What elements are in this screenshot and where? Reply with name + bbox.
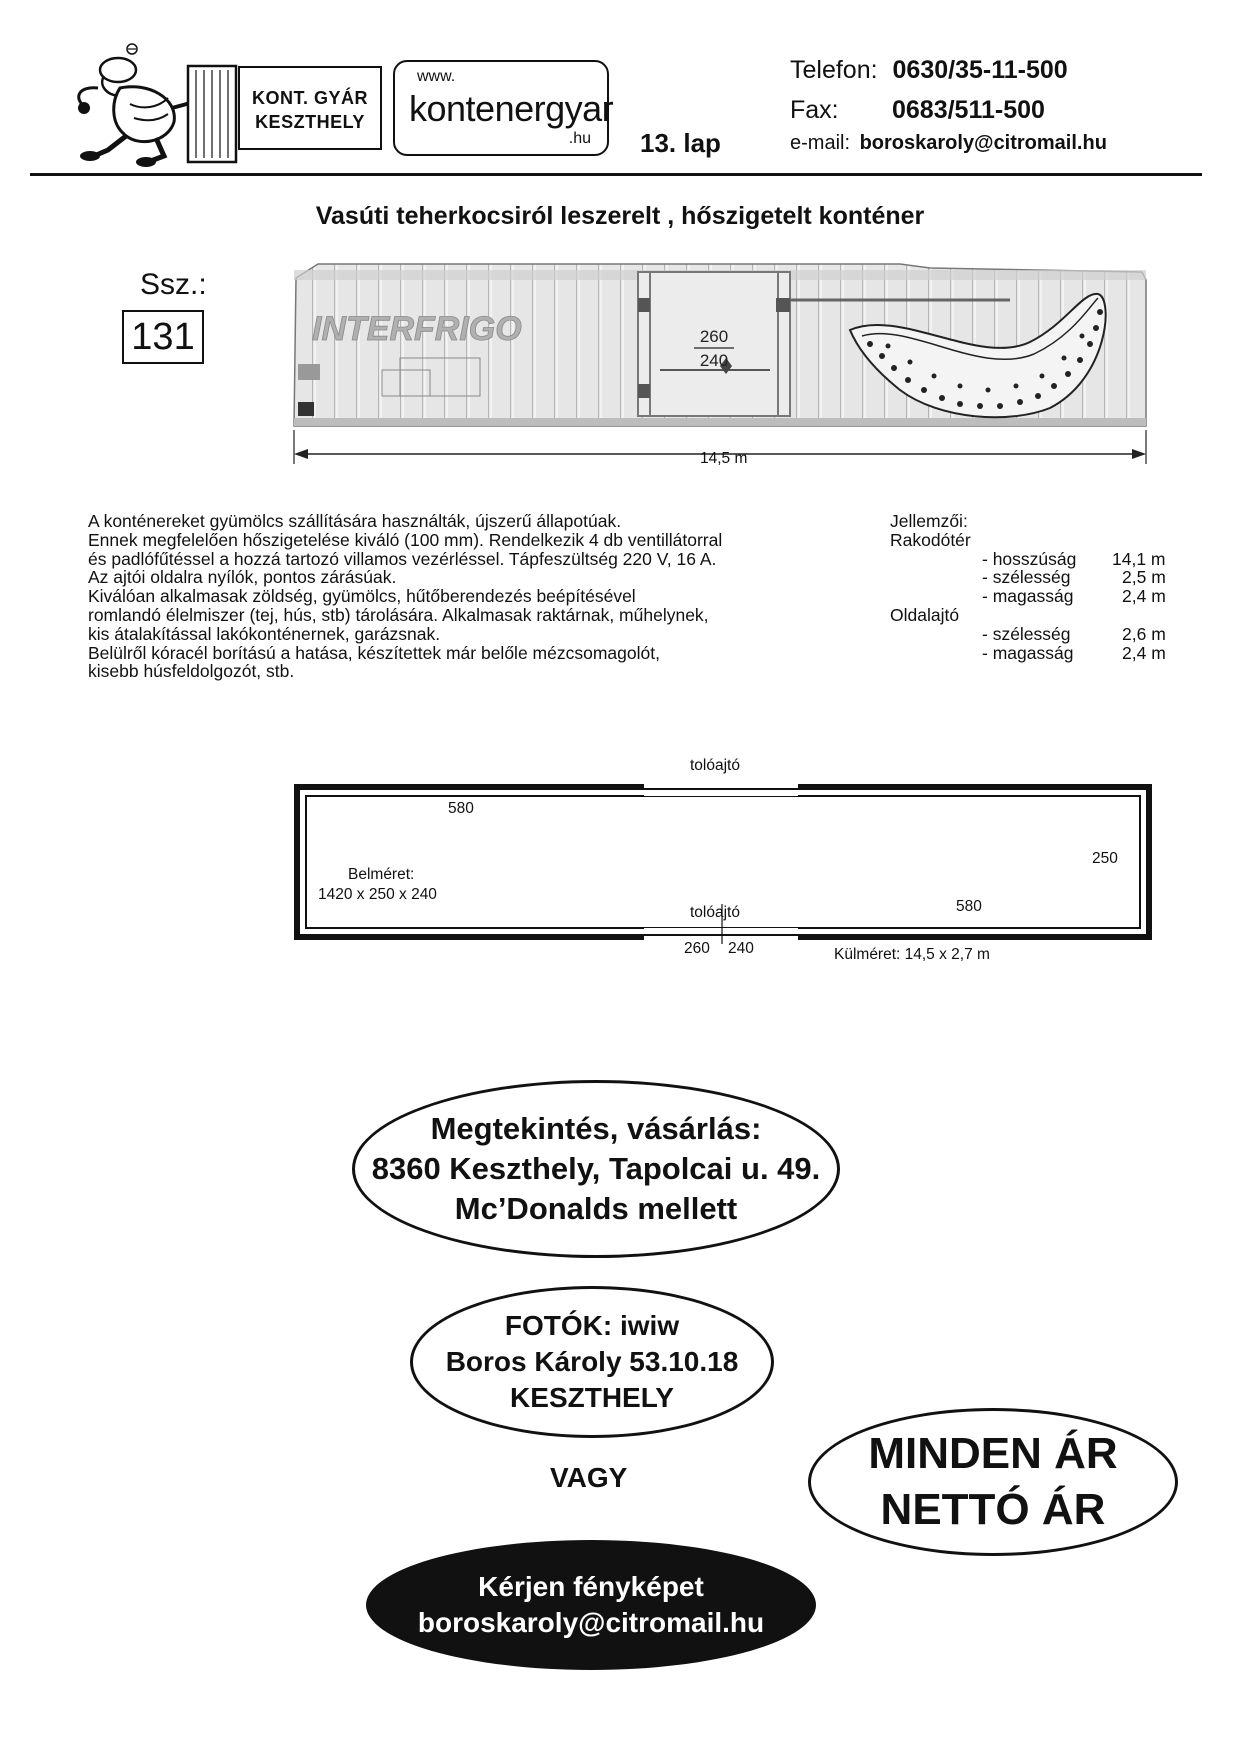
dim-580-top: 580	[448, 800, 474, 817]
photos-line2: Boros Károly 53.10.18	[445, 1346, 739, 1378]
container-illustration	[290, 258, 1150, 468]
description-line: Kiválóan alkalmasak zöldség, gyümölcs, hűtőberendezés beépítésével	[88, 586, 636, 607]
photos-line3: KESZTHELY	[510, 1381, 674, 1413]
request-email[interactable]: boroskaroly@citromail.hu	[417, 1607, 765, 1638]
phone-value: 0630/35-11-500	[892, 56, 1068, 84]
visit-line1: Megtekintés, vásárlás:	[430, 1111, 762, 1147]
photos-oval	[410, 1286, 774, 1438]
description-line: Belülről kóracél borítású a hatása, készítettek már belőle mézcsomagolót,	[88, 642, 660, 663]
serial-label: Ssz.:	[140, 268, 207, 301]
spec-value: 2,6 m	[1122, 623, 1166, 644]
spec-label: - magasság	[982, 642, 1074, 663]
logo-line1: KONT. GYÁR	[251, 88, 368, 108]
description-line: és padlófűtéssel a hozzá tartozó villamos vezérléssel. Tápfeszültség 220 V, 16 A.	[88, 548, 717, 569]
dim-580-bottom: 580	[956, 898, 982, 915]
spec-value: 2,5 m	[1122, 567, 1166, 588]
description-line: kis átalakítással lakókonténernek, garázsnak.	[88, 623, 441, 644]
description-line: Az ajtói oldalra nyílók, pontos zárásúak.	[88, 567, 397, 588]
request-line1: Kérjen fényképet	[478, 1571, 704, 1603]
price-line1: MINDEN ÁR	[868, 1428, 1118, 1478]
spec-label: - szélesség	[982, 567, 1071, 588]
spec-label: - szélesség	[982, 623, 1071, 644]
bottom-door-label: tolóajtó	[690, 904, 740, 921]
outer-size: Külméret: 14,5 x 2,7 m	[834, 946, 990, 963]
door-height-dim: 240	[728, 940, 754, 957]
spec-row	[890, 586, 1166, 607]
website-box[interactable]	[393, 60, 614, 156]
door-top-dim: 260	[699, 327, 729, 346]
inner-size-label: Belméret:	[348, 866, 415, 883]
description-line: A konténereket gyümölcs szállítására használták, újszerű állapotúak.	[88, 511, 622, 531]
description-line: Ennek megfelelően hőszigetelése kiváló (100 mm). Rendelkezik 4 db ventillátorral	[88, 529, 723, 550]
description-line: romlandó élelmiszer (tej, hús, stb) tárolására. Alkalmasak raktárnak, műhelynek,	[88, 604, 709, 625]
email-value[interactable]: boroskaroly@citromail.hu	[859, 132, 1107, 154]
header-divider	[30, 173, 1202, 176]
fax-row	[790, 96, 1045, 125]
company-logo-box	[238, 66, 382, 150]
photo-brand-text: INTERFRIGO	[312, 310, 522, 348]
spec-row	[890, 548, 1166, 569]
visit-line3: Mc’Donalds mellett	[454, 1190, 738, 1226]
spec-value: 14,1 m	[1112, 548, 1166, 569]
price-line2: NETTÓ ÁR	[880, 1485, 1106, 1534]
photos-line1: FOTÓK: iwiw	[504, 1310, 680, 1342]
top-door-label: tolóajtó	[690, 757, 740, 774]
website-name: kontenergyar	[409, 88, 614, 129]
spec-row	[890, 642, 1166, 663]
spec-label: - magasság	[982, 586, 1074, 607]
description-line: kisebb húsfeldolgozót, stb.	[88, 661, 295, 682]
door-bottom-dim: 240	[699, 351, 729, 370]
inner-size-value: 1420 x 250 x 240	[318, 886, 437, 903]
container-photo	[290, 258, 1150, 468]
cargo-heading: Rakodótér	[890, 529, 971, 550]
website-tld: .hu	[568, 130, 591, 147]
website-www: www.	[417, 68, 456, 85]
door-heading: Oldalajtó	[890, 604, 960, 625]
phone-row	[790, 56, 1068, 85]
email-row	[790, 132, 1107, 155]
price-oval	[808, 1408, 1178, 1556]
page-number: 13. lap	[640, 128, 721, 158]
spec-value: 2,4 m	[1122, 586, 1166, 607]
description	[88, 512, 878, 681]
visit-oval	[352, 1080, 840, 1258]
specs-heading: Jellemzői:	[890, 511, 968, 531]
specifications	[890, 511, 1166, 663]
dim-250: 250	[1092, 850, 1118, 867]
logo-line2: KESZTHELY	[255, 112, 365, 132]
email-label: e-mail:	[790, 132, 851, 154]
or-text: VAGY	[550, 1462, 628, 1493]
fax-label: Fax:	[790, 96, 839, 124]
visit-line2: 8360 Keszthely, Tapolcai u. 49.	[371, 1151, 821, 1187]
request-oval[interactable]	[366, 1540, 816, 1670]
fax-value: 0683/511-500	[892, 96, 1045, 124]
spec-label: - hosszúság	[982, 548, 1077, 569]
photo-length-label: 14,5 m	[700, 450, 748, 467]
door-width-dim: 260	[684, 940, 710, 957]
page-title: Vasúti teherkocsiról leszerelt , hőszigetelt konténer	[315, 202, 925, 230]
mascot-logo	[68, 38, 238, 168]
mascot-illustration	[68, 38, 238, 168]
spec-row	[890, 567, 1166, 588]
spec-row	[890, 623, 1166, 644]
phone-label: Telefon:	[790, 56, 878, 84]
spec-value: 2,4 m	[1122, 642, 1166, 663]
serial-number: 131	[122, 310, 204, 364]
